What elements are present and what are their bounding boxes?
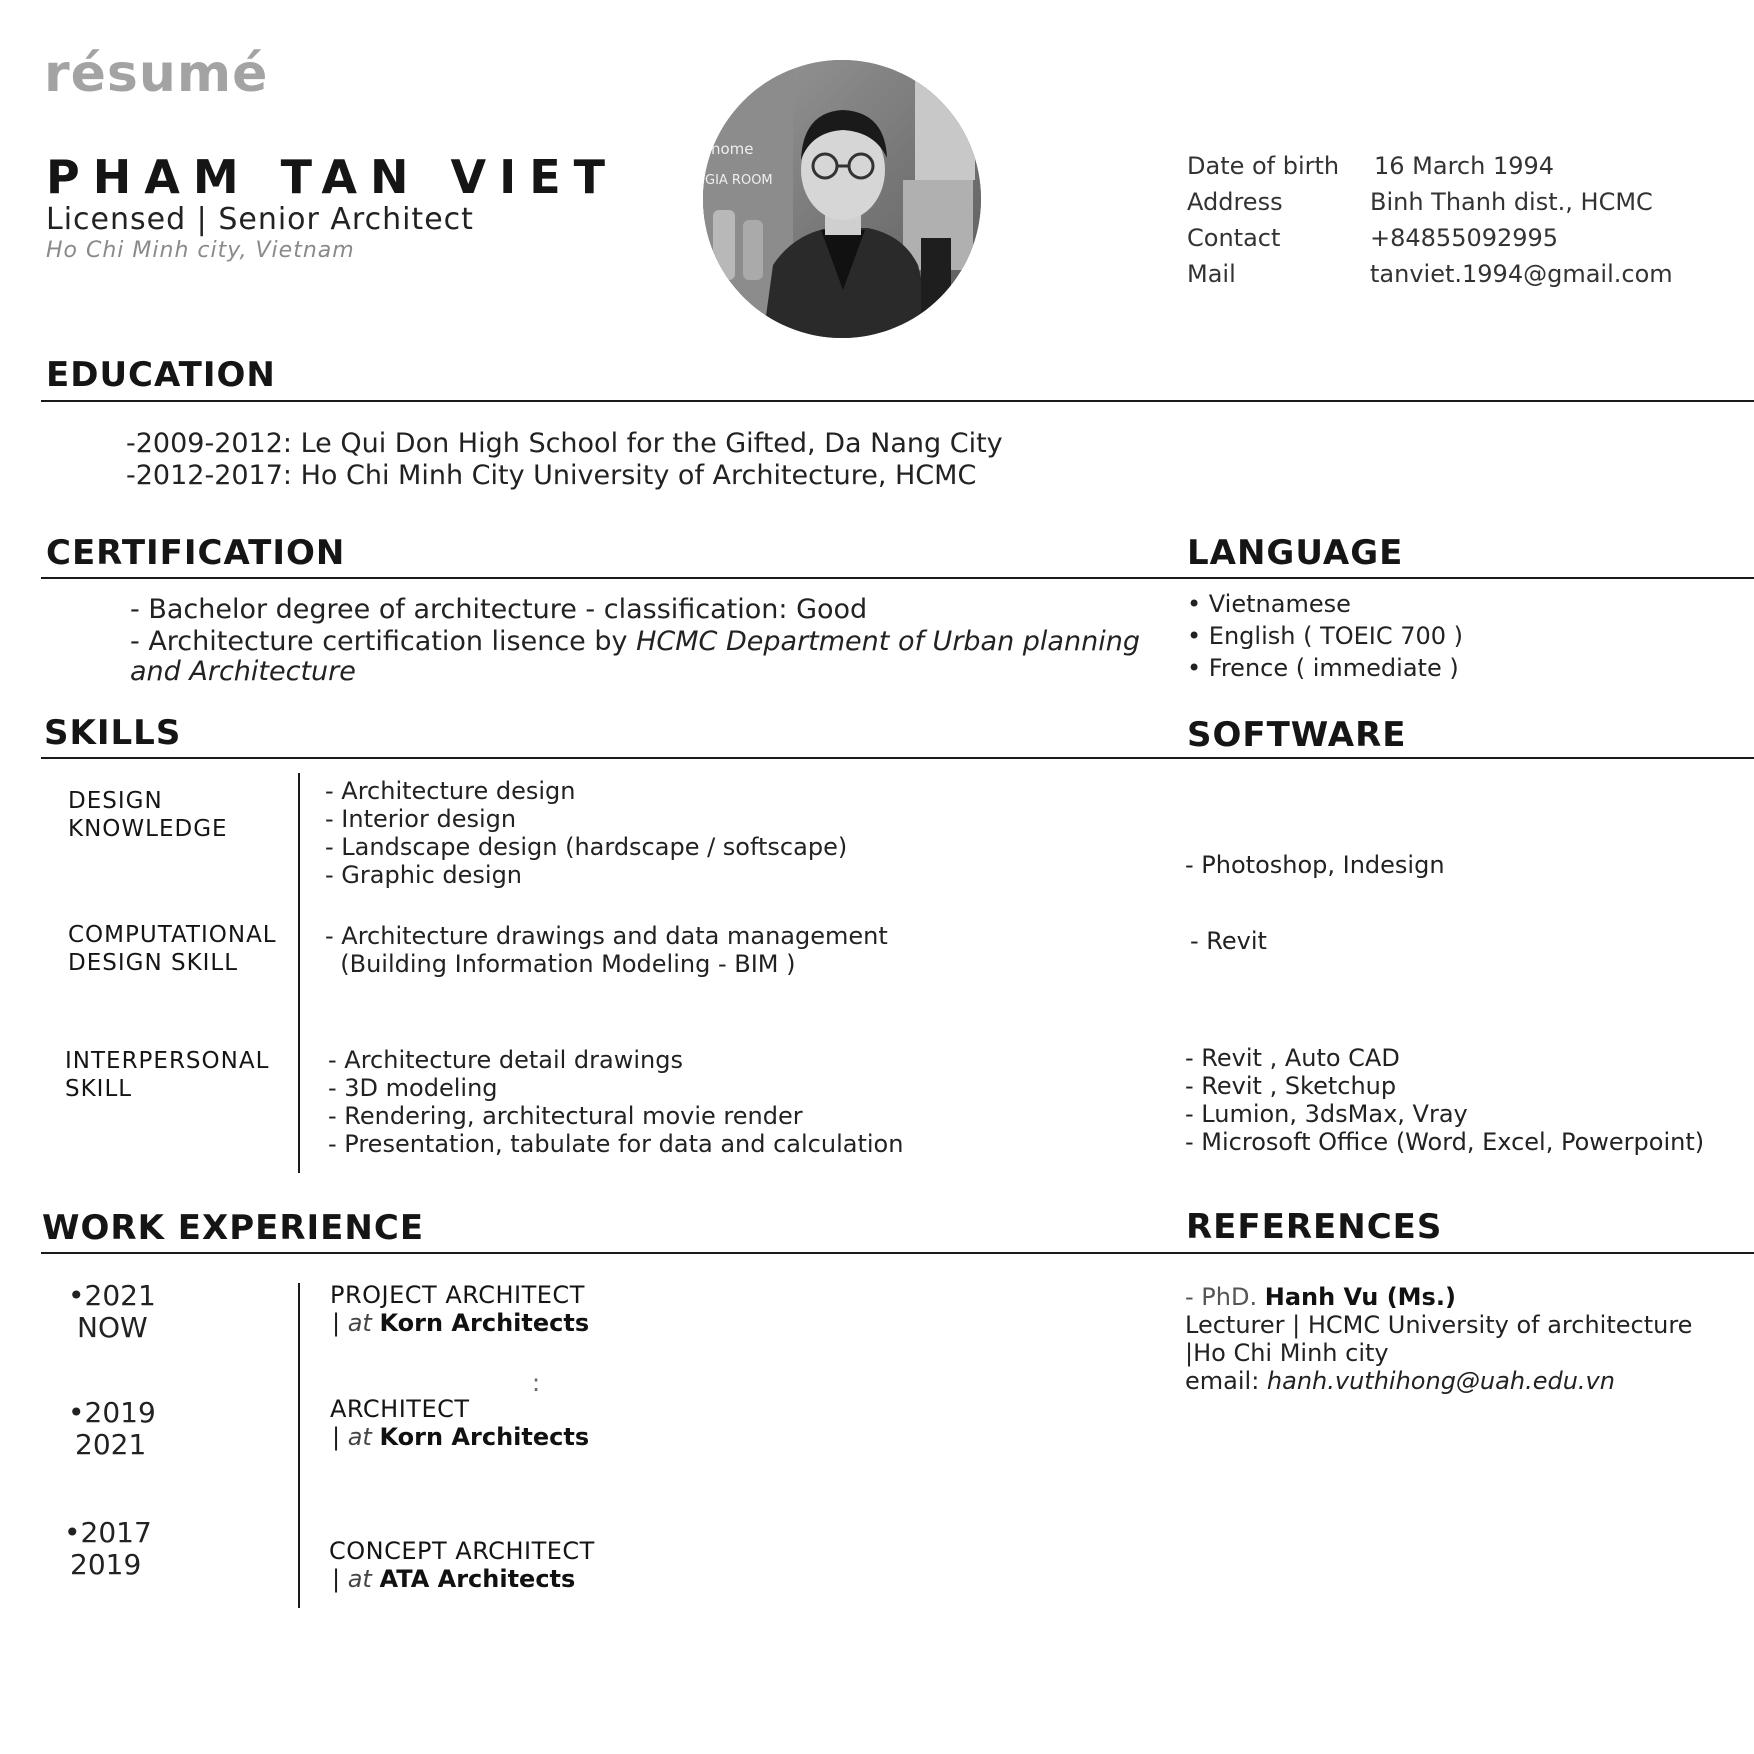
skill-item: - Graphic design: [325, 861, 523, 889]
software-item: - Lumion, 3dsMax, Vray: [1185, 1100, 1468, 1128]
certification-issuer: HCMC Department of Urban planning: [636, 626, 1140, 657]
skill-item: (Building Information Modeling - BIM ): [325, 950, 796, 978]
job-company-at: at: [347, 1423, 372, 1451]
certification-item-text: - Architecture certification lisence by: [130, 626, 637, 657]
contact-label: Contact: [1187, 224, 1281, 252]
software-item: - Revit , Auto CAD: [1185, 1044, 1400, 1072]
profile-photo-illustration: [703, 60, 981, 338]
language-item: • Vietnamese: [1187, 590, 1351, 618]
skill-item: - Interior design: [325, 805, 517, 833]
skill-category-design: DESIGN: [68, 788, 163, 814]
profile-photo: [703, 60, 981, 338]
dob-value: 16 March 1994: [1374, 152, 1555, 180]
reference-position: Lecturer | HCMC University of architecture: [1185, 1311, 1693, 1339]
job-year-start: •2017: [64, 1516, 152, 1549]
skill-category-design: KNOWLEDGE: [68, 816, 228, 842]
work-experience-title: WORK EXPERIENCE: [42, 1208, 425, 1248]
software-title: SOFTWARE: [1187, 715, 1407, 755]
education-divider: [41, 400, 1754, 402]
software-item: - Photoshop, Indesign: [1185, 851, 1445, 879]
skill-item: - Rendering, architectural movie render: [328, 1102, 803, 1130]
job-role: ARCHITECT: [330, 1395, 470, 1423]
certification-item: [130, 626, 1140, 657]
reference-name-line: [1185, 1283, 1456, 1311]
software-item: - Microsoft Office (Word, Excel, Powerpoint): [1185, 1128, 1705, 1156]
language-title: LANGUAGE: [1187, 533, 1404, 573]
candidate-name: PHAM TAN VIET: [46, 150, 619, 204]
skills-divider: [41, 757, 1754, 759]
certification-title: CERTIFICATION: [46, 533, 346, 573]
skill-category-computational: DESIGN SKILL: [68, 950, 239, 976]
stray-colon: :: [532, 1369, 541, 1397]
job-company: | at Korn Architects: [332, 1309, 590, 1337]
skill-category-interpersonal: SKILL: [65, 1076, 133, 1102]
photo-sign-room: GIA ROOM: [705, 173, 773, 188]
skill-item: - 3D modeling: [328, 1074, 498, 1102]
language-item: • Frence ( immediate ): [1187, 654, 1459, 682]
reference-prefix: - PhD.: [1185, 1283, 1258, 1311]
education-item: -2012-2017: Ho Chi Minh City University of Architecture, HCMC: [126, 460, 977, 491]
job-year-start: •2019: [68, 1396, 156, 1429]
resume-heading: résumé: [44, 44, 269, 104]
location-text: Ho Chi Minh city, Vietnam: [46, 238, 355, 263]
skill-item: - Landscape design (hardscape / softscape): [325, 833, 848, 861]
job-subtitle: Licensed | Senior Architect: [46, 202, 474, 237]
reference-name: Hanh Vu (Ms.): [1264, 1283, 1456, 1311]
skills-vertical-divider: [298, 773, 300, 1173]
job-company-name: ATA Architects: [379, 1565, 576, 1593]
mail-label: Mail: [1187, 260, 1236, 288]
skill-item: - Presentation, tabulate for data and calculation: [328, 1130, 904, 1158]
software-item: - Revit , Sketchup: [1185, 1072, 1397, 1100]
reference-email: hanh.vuthihong@uah.edu.vn: [1266, 1367, 1615, 1395]
skills-title: SKILLS: [44, 713, 182, 753]
job-company: | at Korn Architects: [332, 1423, 590, 1451]
mail-value: tanviet.1994@gmail.com: [1370, 260, 1673, 288]
software-item: - Revit: [1190, 927, 1267, 955]
job-year-end: 2021: [75, 1428, 147, 1461]
skill-item: - Architecture design: [325, 777, 576, 805]
education-title: EDUCATION: [46, 355, 276, 395]
address-value: Binh Thanh dist., HCMC: [1370, 188, 1653, 216]
skill-category-interpersonal: INTERPERSONAL: [65, 1048, 270, 1074]
references-title: REFERENCES: [1186, 1207, 1443, 1247]
skill-item: - Architecture detail drawings: [328, 1046, 683, 1074]
photo-sign-home: home: [711, 140, 754, 158]
job-year-start: •2021: [68, 1279, 156, 1312]
work-vertical-divider: [298, 1283, 300, 1608]
certification-divider: [41, 577, 1754, 579]
job-role: PROJECT ARCHITECT: [330, 1281, 585, 1309]
reference-email-label: email:: [1185, 1367, 1260, 1395]
job-role: CONCEPT ARCHITECT: [329, 1537, 595, 1565]
skill-item: - Architecture drawings and data management: [325, 922, 888, 950]
dob-label: Date of birth: [1187, 152, 1340, 180]
work-divider: [41, 1252, 1754, 1254]
reference-location: |Ho Chi Minh city: [1185, 1339, 1389, 1367]
job-company-name: Korn Architects: [379, 1423, 590, 1451]
education-item: -2009-2012: Le Qui Don High School for the Gifted, Da Nang City: [126, 428, 1003, 459]
certification-issuer-cont: and Architecture: [130, 656, 356, 687]
contact-value: +84855092995: [1370, 224, 1559, 252]
language-item: • English ( TOEIC 700 ): [1187, 622, 1464, 650]
job-year-end: NOW: [77, 1311, 148, 1344]
job-company-at: at: [347, 1565, 372, 1593]
reference-email-line: [1185, 1367, 1615, 1395]
job-company-name: Korn Architects: [379, 1309, 590, 1337]
job-year-end: 2019: [70, 1548, 142, 1581]
skill-category-computational: COMPUTATIONAL: [68, 922, 277, 948]
job-company-at: at: [347, 1309, 372, 1337]
certification-item: - Bachelor degree of architecture - classification: Good: [130, 594, 868, 625]
address-label: Address: [1187, 188, 1283, 216]
job-company: | at ATA Architects: [332, 1565, 576, 1593]
